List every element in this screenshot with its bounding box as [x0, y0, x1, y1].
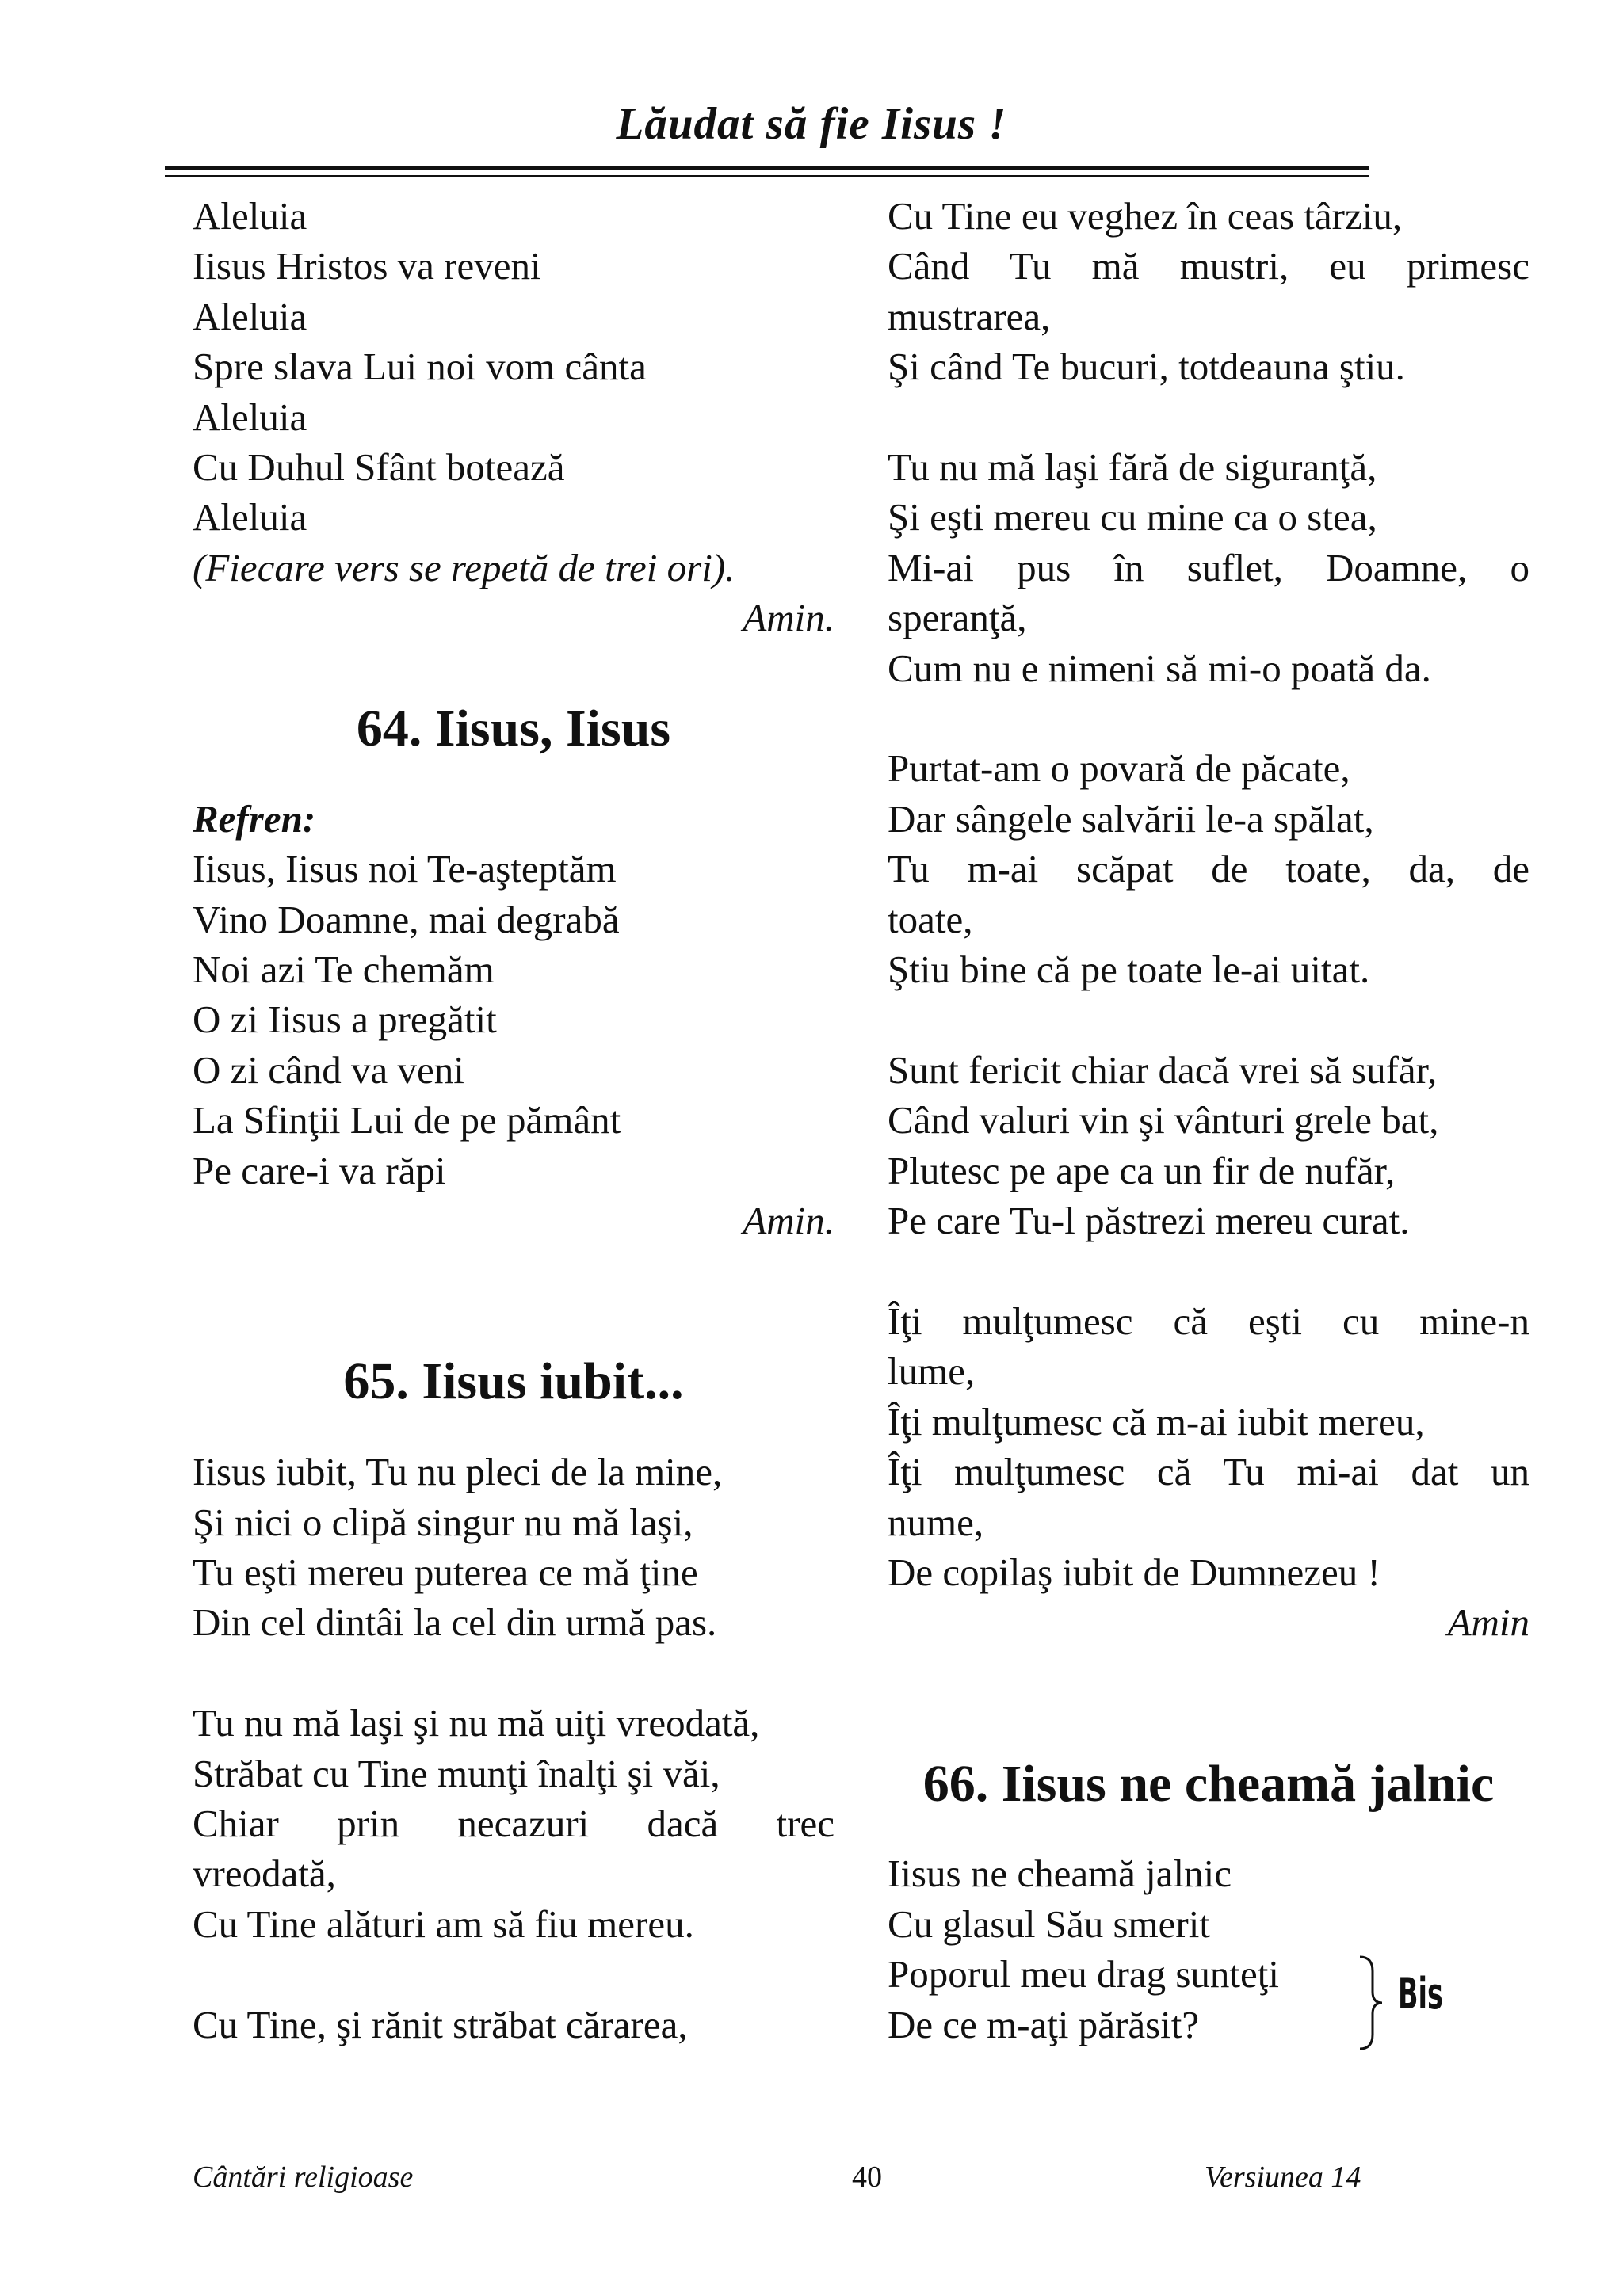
- bis-group: [888, 1949, 1529, 2050]
- song-65-stanza-4: [888, 442, 1529, 693]
- verse-line: Iisus, Iisus noi Te-aşteptăm: [193, 847, 617, 891]
- verse-line: Purtat-am o povară de păcate,: [888, 746, 1350, 791]
- song-64-title: 64. Iisus, Iisus: [356, 700, 671, 758]
- song-65-stanza-3-continued: [888, 191, 1529, 392]
- verse-line: Pe care Tu-l păstrezi mereu curat.: [888, 1199, 1410, 1243]
- verse-line: Cu glasul Său smerit: [888, 1901, 1210, 1946]
- verse-line: Din cel dintâi la cel din urmă pas.: [193, 1600, 717, 1645]
- verse-line: Şi eşti mereu cu mine ca o stea,: [888, 495, 1377, 540]
- refrain-label: Refren:: [193, 796, 316, 841]
- verse-line: Îţi mulţumesc că eşti cu mine-n: [888, 1299, 1529, 1343]
- verse-line: vreodată,: [193, 1852, 336, 1896]
- verse-line: Tu nu mă laşi fără de siguranţă,: [888, 445, 1377, 490]
- amin-label: Amin.: [743, 1199, 834, 1243]
- verse-line: De copilaş iubit de Dumnezeu !: [888, 1550, 1381, 1594]
- verse-line: Tu eşti mereu puterea ce mă ţine: [193, 1550, 698, 1594]
- verse-line: Noi azi Te chemăm: [193, 948, 495, 992]
- verse-line: Aleluia: [193, 294, 307, 338]
- song-65-stanza-6: [888, 1045, 1529, 1246]
- verse-line: Poporul meu drag sunteţi: [888, 1952, 1280, 1997]
- song-65-stanza-2: [193, 1698, 834, 1949]
- verse-line: Îţi mulţumesc că Tu mi-ai dat un: [888, 1450, 1529, 1494]
- amin-label: Amin: [1447, 1600, 1529, 1645]
- verse-line: O zi când va veni: [193, 1047, 464, 1092]
- verse-line: Tu m-ai scăpat de toate, da, de: [888, 847, 1529, 891]
- song-66-stanza-1: [888, 1848, 1529, 2050]
- verse-line: Vino Doamne, mai degrabă: [193, 897, 620, 941]
- verse-line: Îţi mulţumesc că m-ai iubit mereu,: [888, 1399, 1425, 1444]
- footer-version: Versiunea 14: [1205, 2161, 1361, 2194]
- verse-line: speranţă,: [888, 596, 1027, 640]
- song-65-stanza-7: [888, 1296, 1529, 1648]
- verse-line: De ce m-aţi părăsit?: [888, 2002, 1200, 2046]
- verse-line: Aleluia: [193, 495, 307, 540]
- verse-line: Iisus ne cheamă jalnic: [888, 1852, 1232, 1896]
- verse-line: Când valuri vin şi vânturi grele bat,: [888, 1098, 1439, 1142]
- verse-line: lume,: [888, 1349, 976, 1394]
- song-64-refrain: [193, 794, 834, 1246]
- verse-line: Mi-ai pus în suflet, Doamne, o: [888, 545, 1529, 589]
- right-column: [888, 191, 1529, 2100]
- verse-line: Când Tu mă mustri, eu primesc: [888, 244, 1529, 288]
- verse-line: Chiar prin necazuri dacă trec: [193, 1801, 834, 1845]
- verse-line: Străbat cu Tine munţi înalţi şi văi,: [193, 1751, 720, 1795]
- verse-line: Tu nu mă laşi şi nu mă uiţi vreodată,: [193, 1701, 760, 1745]
- verse-line: toate,: [888, 897, 973, 941]
- verse-line: mustrarea,: [888, 294, 1051, 338]
- intro-stanza: [193, 191, 834, 643]
- verse-line: La Sfinţii Lui de pe pământ: [193, 1098, 621, 1142]
- header-rule-thin: [165, 175, 1369, 177]
- song-65-stanza-5: [888, 743, 1529, 994]
- verse-line: nume,: [888, 1500, 984, 1544]
- verse-line: Pe care-i va răpi: [193, 1148, 446, 1192]
- verse-line: Aleluia: [193, 194, 307, 238]
- amin-label: Amin.: [743, 596, 834, 640]
- page-header-title: Lăudat să fie Iisus !: [616, 99, 1007, 149]
- verse-line: Cu Duhul Sfânt botează: [193, 445, 565, 490]
- left-column: [193, 191, 834, 2100]
- verse-line: Cu Tine alături am să fiu mereu.: [193, 1901, 694, 1946]
- verse-line: Spre slava Lui noi vom cânta: [193, 345, 647, 389]
- verse-line: Cu Tine eu veghez în ceas târziu,: [888, 194, 1403, 238]
- bis-label: Bis: [1398, 1969, 1443, 2019]
- verse-line: O zi Iisus a pregătit: [193, 997, 497, 1042]
- verse-line: Cum nu e nimeni să mi-o poată da.: [888, 646, 1431, 690]
- footer-book-title: Cântări religioase: [193, 2161, 414, 2194]
- verse-line: Iisus iubit, Tu nu pleci de la mine,: [193, 1450, 723, 1494]
- verse-line: Şi când Te bucuri, totdeauna ştiu.: [888, 345, 1405, 389]
- verse-line: Şi nici o clipă singur nu mă laşi,: [193, 1500, 693, 1544]
- song-65-stanza-3-start: [193, 2000, 834, 2050]
- verse-line: Dar sângele salvării le-a spălat,: [888, 796, 1374, 841]
- header-rule-thick: [165, 166, 1369, 170]
- verse-line: Ştiu bine că pe toate le-ai uitat.: [888, 948, 1370, 992]
- song-65-title: 65. Iisus iubit...: [343, 1352, 684, 1411]
- verse-line: Cu Tine, şi rănit străbat cărarea,: [193, 2002, 688, 2046]
- brace-icon: [1355, 1954, 1387, 2052]
- verse-line: Aleluia: [193, 395, 307, 439]
- verse-line: Sunt fericit chiar dacă vrei să sufăr,: [888, 1047, 1438, 1092]
- verse-line: Iisus Hristos va reveni: [193, 244, 541, 288]
- song-65-stanza-1: [193, 1447, 834, 1648]
- verse-line: Plutesc pe ape ca un fir de nufăr,: [888, 1148, 1396, 1192]
- page-number: 40: [852, 2161, 882, 2194]
- song-66-title: 66. Iisus ne cheamă jalnic: [922, 1754, 1495, 1813]
- repeat-note: (Fiecare vers se repetă de trei ori).: [193, 545, 735, 589]
